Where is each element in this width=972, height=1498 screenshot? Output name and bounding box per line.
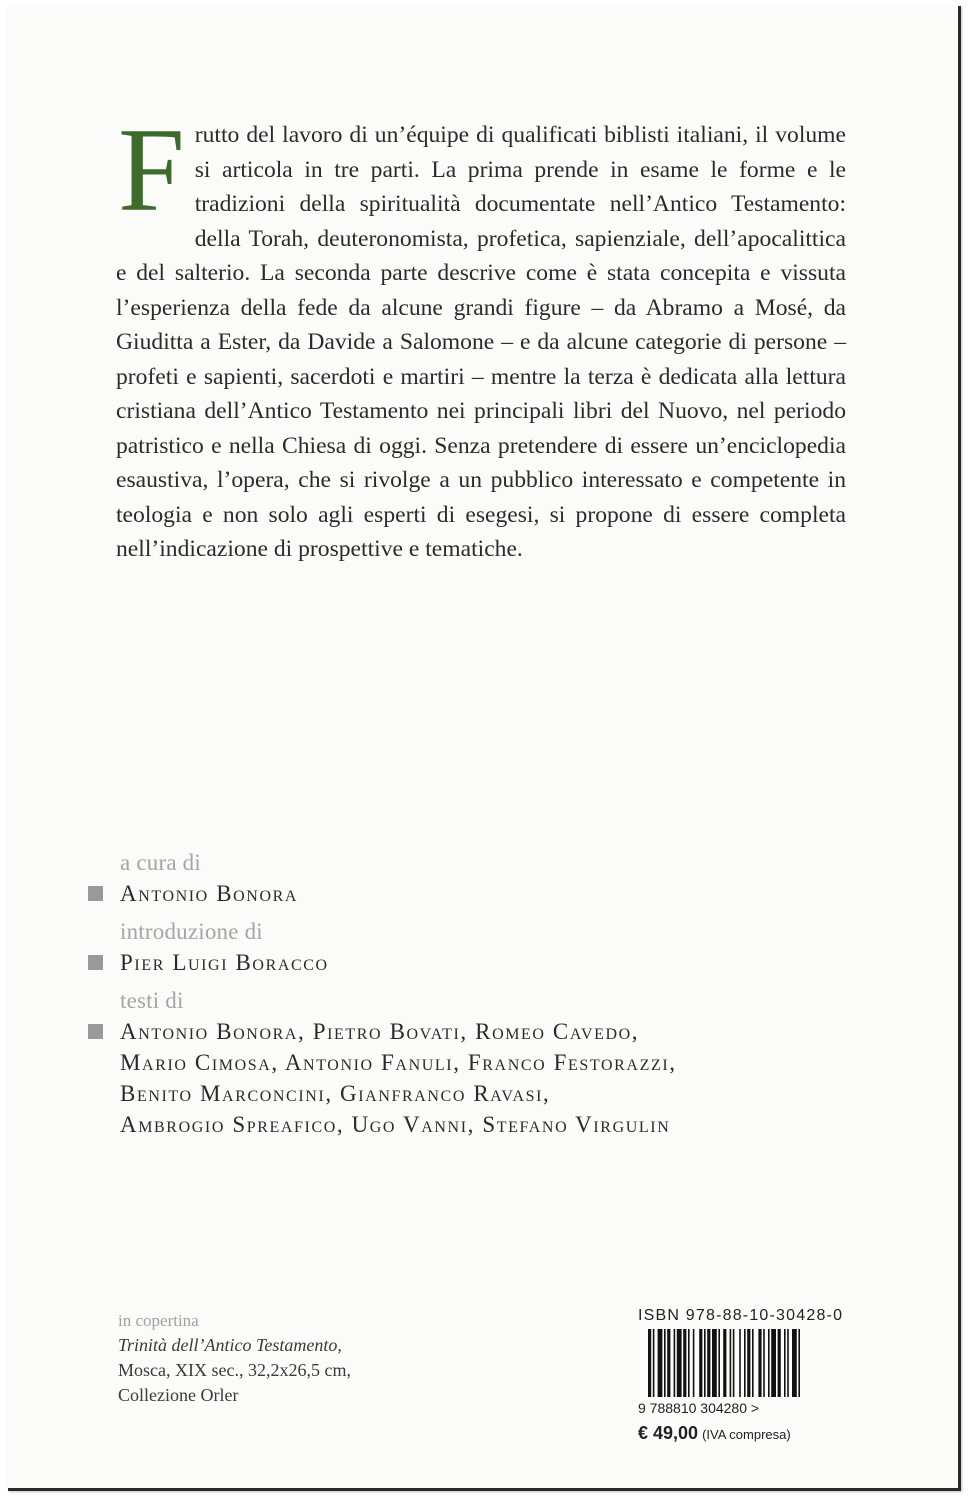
price-row (638, 1423, 868, 1444)
texts-row (88, 1016, 888, 1140)
barcode-bar (704, 1329, 706, 1397)
drop-cap: F (118, 103, 185, 236)
barcode-bar (718, 1329, 720, 1397)
texts-authors: Antonio Bonora, Pietro Bovati, Romeo Cavedo, Mario Cimosa, Antonio Fanuli, Franco Festorazzi, Benito Marconcini, Gianfranco Ravasi, Ambrogio Spreafico, Ugo Vanni, Stefano Virgulin (120, 1019, 677, 1137)
intro-name: Pier Luigi Boracco (120, 950, 329, 975)
barcode-bar (787, 1329, 789, 1397)
barcode-bar (752, 1329, 754, 1397)
caption-collection: Collezione Orler (118, 1385, 239, 1405)
barcode-bar (707, 1329, 710, 1397)
book-back-cover (8, 6, 961, 1491)
barcode-bar (771, 1329, 776, 1397)
intro-label: introduzione di (120, 919, 263, 944)
caption-heading: in copertina (118, 1311, 199, 1330)
barcode-bar (699, 1329, 702, 1397)
barcode-bar (763, 1329, 765, 1397)
barcode-bar (648, 1329, 651, 1397)
square-bullet-icon (88, 955, 103, 970)
barcode-bar (688, 1329, 690, 1397)
barcode-bar (733, 1329, 735, 1397)
barcode-bar (798, 1329, 800, 1397)
barcode-bar (747, 1329, 750, 1397)
barcode-bar (674, 1329, 676, 1397)
barcode-bar (712, 1329, 717, 1397)
caption-origin: Mosca, XIX sec., 32,2x26,5 cm, (118, 1360, 351, 1380)
barcode-bar (664, 1329, 666, 1397)
barcode-bar (683, 1329, 686, 1397)
editor-row (88, 878, 888, 909)
editor-name: Antonio Bonora (120, 881, 299, 906)
barcode-bar (778, 1329, 781, 1397)
barcode-bar (744, 1329, 746, 1397)
barcode-bar (723, 1329, 726, 1397)
caption-artwork-title: Trinità dell’Antico Testamento, (118, 1335, 342, 1355)
barcode-bar (792, 1329, 797, 1397)
barcode-bar (667, 1329, 670, 1397)
barcode-bar (730, 1329, 732, 1397)
square-bullet-icon (88, 1024, 103, 1039)
blurb-paragraph (116, 103, 846, 567)
square-bullet-icon (88, 886, 103, 901)
isbn-block (638, 1306, 868, 1444)
barcode-bar (758, 1329, 761, 1397)
isbn-label: ISBN 978-88-10-30428-0 (638, 1307, 844, 1324)
texts-label: testi di (120, 988, 184, 1013)
price-amount: € 49,00 (638, 1423, 699, 1443)
barcode-bar (653, 1329, 655, 1397)
barcode-bar (693, 1329, 695, 1397)
barcode-bar (768, 1329, 770, 1397)
barcode-bar (739, 1329, 741, 1397)
intro-row (88, 947, 888, 978)
barcode-bar (658, 1329, 663, 1397)
barcode-digits: 9 788810 304280 > (638, 1400, 760, 1415)
barcode-bars (648, 1329, 800, 1397)
cover-image-caption (118, 1308, 438, 1408)
editor-label: a cura di (120, 850, 201, 875)
credits-section (88, 848, 888, 1140)
barcode (638, 1329, 848, 1415)
price-note: (IVA compresa) (702, 1427, 791, 1442)
barcode-bar (784, 1329, 786, 1397)
blurb-text: rutto del lavoro di un’équipe di qualificati biblisti italiani, il volume si articola in tre parti. La prima prende in esame le forme e le tradizioni della spiritualità documentate nell’Antico Testamento: della Torah, deuteronomista, profetica, sapienziale, dell’apocalittica e del salterio. La seconda parte descrive come è stata concepita e vissuta l’esperienza della fede da alcune grandi figure – da Abramo a Mosé, da Giuditta a Ester, da Davide a Salomone – e da alcune categorie di persone – profeti e sapienti, sacerdoti e martiri – mentre la terza è dedicata alla lettura cristiana dell’Antico Testamento nei principali libri del Nuovo, nel periodo patristico e nella Chiesa di oggi. Senza pretendere di essere un’enciclopedia esaustiva, l’opera, che si rivolge a un pubblico interessato e competente in teologia e non solo agli esperti di esegesi, si propone di essere completa nell’indicazione di prospettive e tematiche. (116, 122, 846, 562)
barcode-bar (677, 1329, 682, 1397)
